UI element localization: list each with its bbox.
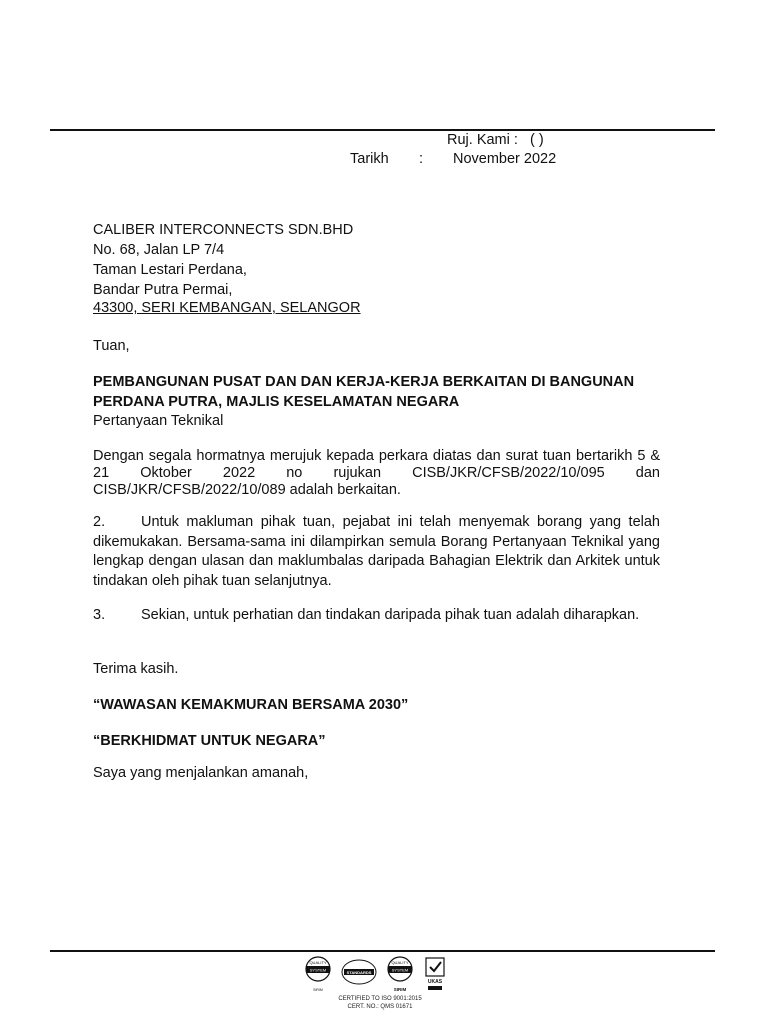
paragraph-3 bbox=[93, 606, 660, 626]
cert-iso: CERTIFIED TO ISO 9001:2015 bbox=[338, 996, 422, 1002]
ruj-value: ( ) bbox=[530, 132, 544, 148]
sirim-quality-system-logo-2 bbox=[382, 954, 418, 994]
paragraph-2 bbox=[93, 513, 660, 591]
recipient-address-line: No. 68, Jalan LP 7/4 bbox=[93, 242, 225, 258]
tarikh-separator: : bbox=[419, 151, 424, 167]
subject-line-2: PERDANA PUTRA, MAJLIS KESELAMATAN NEGARA bbox=[93, 394, 460, 410]
motto-2: “BERKHIDMAT UNTUK NEGARA” bbox=[93, 733, 326, 749]
tarikh-value: November 2022 bbox=[453, 151, 557, 167]
ukas-logo bbox=[422, 954, 448, 994]
paragraph-2-number: 2. bbox=[93, 514, 106, 530]
cert-number: CERT. NO.: QMS 01671 bbox=[347, 1003, 413, 1010]
paragraph-3-text: Sekian, untuk perhatian dan tindakan daripada pihak tuan adalah diharapkan. bbox=[141, 607, 640, 623]
recipient-address-line: Taman Lestari Perdana, bbox=[93, 262, 247, 278]
certification-text bbox=[300, 996, 460, 1011]
qs1-brand: SIRIM bbox=[313, 988, 323, 992]
qs2-line1: QUALITY bbox=[391, 960, 409, 965]
paragraph-1 bbox=[93, 448, 660, 499]
thanks-text: Terima kasih. bbox=[93, 661, 179, 677]
qs2-line2: SYSTEM bbox=[391, 967, 409, 973]
ruj-label: Ruj. Kami : bbox=[447, 132, 518, 148]
recipient-postcode-line: 43300, SERI KEMBANGAN, SELANGOR bbox=[93, 300, 361, 316]
ukas-text: UKAS bbox=[427, 979, 443, 985]
paragraph-2-text: Untuk makluman pihak tuan, pejabat ini telah menyemak borang yang telah dikemukakan. Bersama-sama ini dilampirkan semula Borang Pertanyaan Teknikal yang lengkap dengan ulasan dan maklumbalas daripada Bahagian Elektrik dan Arkitek untuk tindakan oleh pihak tuan selanjutnya. bbox=[93, 514, 660, 589]
salutation: Tuan, bbox=[93, 338, 130, 354]
motto-1: “WAWASAN KEMAKMURAN BERSAMA 2030” bbox=[93, 697, 409, 713]
std-badge-text: STANDARDS bbox=[346, 969, 372, 975]
qs1-line1: QUALITY bbox=[309, 960, 327, 965]
recipient-address-line: Bandar Putra Permai, bbox=[93, 282, 233, 298]
qs1-line2: SYSTEM bbox=[309, 967, 327, 973]
paragraph-3-number: 3. bbox=[93, 607, 106, 623]
subject-line-1: PEMBANGUNAN PUSAT DAN DAN KERJA-KERJA BERKAITAN DI BANGUNAN bbox=[93, 374, 635, 390]
header-divider bbox=[50, 129, 715, 131]
subject-subtitle: Pertanyaan Teknikal bbox=[93, 413, 224, 429]
paragraph-1-text: Dengan segala hormatnya merujuk kepada perkara diatas dan surat tuan bertarikh 5 & 21 Oktober 2022 no rujukan CISB/JKR/CFSB/2022/10/095 dan CISB/JKR/CFSB/2022/10/089 adalah berkaitan. bbox=[93, 448, 660, 498]
footer-divider bbox=[50, 950, 715, 952]
certification-logos bbox=[300, 954, 448, 994]
recipient-company: CALIBER INTERCONNECTS SDN.BHD bbox=[93, 222, 354, 238]
qs2-brand: SIRIM bbox=[393, 987, 407, 992]
sirim-quality-system-logo bbox=[300, 954, 336, 994]
closing-text: Saya yang menjalankan amanah, bbox=[93, 765, 309, 781]
tarikh-label: Tarikh bbox=[350, 151, 389, 167]
standards-logo bbox=[340, 954, 378, 994]
